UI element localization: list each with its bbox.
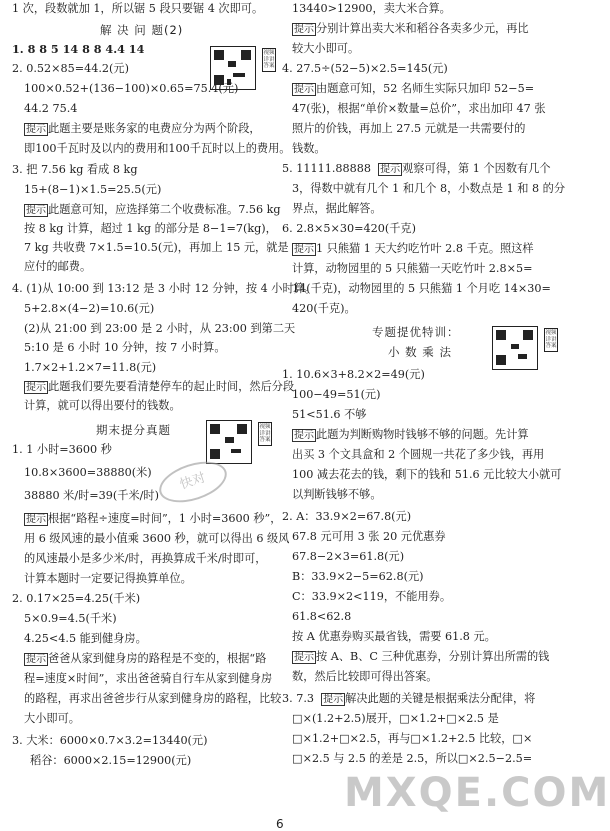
q3-line-b: 15+(8−1)×1.5=25.5(元) — [24, 183, 162, 196]
p2-tip-line1: 提示 爸爸从家到健身房的路程是不变的，根据“路 — [26, 652, 267, 665]
p1-line-b: 10.8×3600=38880(米) — [24, 466, 152, 479]
tip-label: 提示 — [26, 124, 46, 135]
q4-line-b: 5+2.8×(4−2)=10.6(元) — [24, 302, 155, 315]
q4-line-d: 5:10 是 6 小时 10 分钟，按 7 小时算。 — [24, 341, 226, 354]
q3-tip-line4: 应付的邮费。 — [24, 260, 92, 273]
r1-tip-line1: 提示 分别计算出卖大米和稻谷各卖多少元，再比 — [294, 22, 529, 35]
p2-line-b: 5×0.9=4.5(千米) — [24, 612, 117, 625]
q3-tip-line1: 提示 此题意可知，应选择第二个收费标准。7.56 kg — [26, 203, 281, 216]
r6-tip-line1: 提示 1 只熊猫 1 天大约吃竹叶 2.8 千克。照这样 — [294, 242, 534, 255]
stamp-watermark: 快对 — [154, 454, 232, 510]
r1-tip-line2: 较大小即可。 — [292, 42, 360, 55]
p2-tip-line4: 大小即可。 — [24, 712, 80, 725]
p2-tip-line2: 程=速度×时间”，求出爸爸骑自行车从家到健身房 — [24, 672, 273, 685]
s2-line-c: 67.8−2×3=61.8(元) — [292, 550, 405, 563]
q4-line-e: 1.7×2+1.2×7=11.8(元) — [24, 361, 157, 374]
p3-line-b: 稻谷：6000×2.15=12900(元) — [30, 754, 192, 767]
section-title-solve-problems: 解 决 问 题(2) — [100, 23, 184, 37]
s1-line-a: 1. 10.6×3+8.2×2=49(元) — [282, 368, 425, 381]
s2-line-a: 2. A：33.9×2=67.8(元) — [282, 510, 412, 523]
qr-code-icon[interactable] — [492, 326, 538, 370]
r6-tip-line4: 420(千克)。 — [292, 302, 356, 315]
q2-line-a: 2. 0.52×85=44.2(元) — [12, 62, 129, 75]
q3-tip-line3: 7 kg 共收费 7×1.5=10.5(元)，再加上 15 元，就是 — [24, 241, 289, 254]
r6-tip-line2: 计算，动物园里的 5 只熊猫一天吃竹叶 2.8×5= — [292, 262, 533, 275]
r1-line: 13440>12900，卖大米合算。 — [292, 2, 451, 15]
r4-tip-line4: 钱数。 — [292, 142, 326, 155]
q4-tip-line1: 提示 此题我们要先要看清楚停车的起止时间，然后分段 — [26, 380, 295, 393]
r4-line-a: 4. 27.5÷(52−5)×2.5=145(元) — [282, 62, 448, 75]
r5-tip-line2: 3，得数中就有几个 1 和几个 8，小数点是 1 和 8 的分 — [292, 182, 566, 195]
s3-line-d: □×2.5 与 2.5 的差是 2.5，所以□×2.5−2.5= — [292, 752, 533, 765]
p2-line-a: 2. 0.17×25=4.25(千米) — [12, 592, 141, 605]
page-number: 6 — [276, 817, 284, 831]
q1-answer: 1. 8 8 5 14 8 8 4.4 14 — [12, 42, 145, 56]
section-title-final-exam: 期末提分真题 — [96, 423, 171, 437]
p1-line-a: 1. 1 小时=3600 秒 — [12, 443, 112, 456]
q4-line-a: 4. (1)从 10:00 到 13:12 是 3 小时 12 分钟，按 4 小时算。 — [12, 282, 317, 295]
p1-tip-line3: 的风速最小是多少米/时，再换算成千米/时即可， — [24, 552, 267, 565]
qr-caption: 视频详讲答案 — [258, 422, 272, 446]
r6-tip-line3: 14(千克)，动物园里的 5 只熊猫 1 个月吃 14×30= — [292, 282, 551, 295]
s2-line-b: 67.8 元可用 3 张 20 元优惠券 — [292, 530, 446, 543]
s2-tip-line1: 提示 按 A、B、C 三种优惠券，分别计算出所需的钱 — [294, 650, 550, 663]
s1-tip-line4: 以判断钱够不够。 — [292, 488, 382, 501]
qr-code-icon[interactable] — [206, 420, 252, 464]
p1-tip-line4: 计算本题时一定要记得换算单位。 — [24, 572, 192, 585]
r5-line: 5. 11111.88888 提示 观察可得，第 1 个因数有几个 — [282, 162, 551, 175]
r4-tip-line1: 提示 由题意可知，52 名师生实际只加印 52−5= — [294, 82, 535, 95]
s3-line-c: □×1.2+□×2.5，再与□×1.2+2.5 比较，□× — [292, 732, 533, 745]
watermark-logo: MXQE.COM — [344, 770, 610, 816]
s1-tip-line3: 100 减去花去的钱，剩下的钱和 51.6 元比较大小就可 — [292, 468, 562, 481]
p2-line-c: 4.25<4.5 能到健身房。 — [24, 632, 147, 645]
qr-caption: 视频详讲答案 — [262, 48, 276, 72]
p3-line-a: 3. 大米：6000×0.7×3.2=13440(元) — [12, 734, 208, 747]
s1-tip-line2: 出买 3 个文具盒和 2 个圆规一共花了多少钱，再用 — [292, 448, 545, 461]
p1-tip-line1: 提示 根据“路程÷速度=时间”，1 小时=3600 秒”， — [26, 512, 282, 525]
s2-line-e: C：33.9×2<119，不能用券。 — [292, 590, 452, 603]
q4-line-c: (2)从 21:00 到 23:00 是 2 小时，从 23:00 到第二天 — [24, 322, 296, 335]
s2-tip-line2: 数，然后比较即可得出答案。 — [292, 670, 438, 683]
s2-line-f: 61.8<62.8 — [292, 610, 352, 623]
p1-tip-line2: 用 6 级风速的最小值乘 3600 秒，就可以得出 6 级风 — [24, 532, 290, 545]
s1-line-c: 51<51.6 不够 — [292, 408, 367, 421]
q4-tip-line2: 计算，就可以得出要付的钱数。 — [24, 399, 181, 412]
section-title-special-training: 专题提优特训： — [372, 325, 460, 339]
q2-tip-line2: 即100千瓦时及以内的费用和100千瓦时以上的费用。 — [24, 142, 291, 155]
r6-line-a: 6. 2.8×5×30=420(千克) — [282, 222, 416, 235]
section-title-decimal-mult: 小 数 乘 法 — [388, 345, 452, 359]
q3-line-a: 3. 把 7.56 kg 看成 8 kg — [12, 163, 138, 176]
s3-line-a: 3. 7.3 提示 解决此题的关键是根据乘法分配律，将 — [282, 692, 536, 705]
s2-line-d: B：33.9×2−5=62.8(元) — [292, 570, 424, 583]
q2-line-c: 44.2 75.4 — [24, 102, 78, 115]
p1-line-c: 38880 米/时=39(千米/时) — [24, 489, 159, 502]
s1-tip-line1: 提示 此题为判断购物时钱够不够的问题。先计算 — [294, 428, 529, 441]
r4-tip-line2: 47(张)，根据“单价×数量=总价”，求出加印 47 张 — [292, 102, 546, 115]
s2-line-g: 按 A 优惠券购买最省钱，需要 61.8 元。 — [292, 630, 496, 643]
p2-tip-line3: 的路程，再求出爸爸步行从家到健身房的路程，比较 — [24, 692, 282, 705]
r5-tip-line3: 界点，据此解答。 — [292, 202, 382, 215]
s3-line-b: □×(1.2+2.5)展开，□×1.2+□×2.5 是 — [292, 712, 499, 725]
q2-tip-line1: 提示 此题主要是账务家的电费应分为两个阶段， — [26, 122, 261, 135]
q3-tip-line2: 按 8 kg 计算，超过 1 kg 的部分是 8−1=7(kg)， — [24, 222, 277, 235]
r4-tip-line3: 照片的价钱，再加上 27.5 元就是一共需要付的 — [292, 122, 526, 135]
q2-line-b: 100×0.52+(136−100)×0.65=75.4(元) — [24, 82, 239, 95]
qr-caption: 视频详讲答案 — [544, 328, 558, 352]
intro-line: 1 次，段数就加 1，所以锯 5 段只要锯 4 次即可。 — [12, 2, 264, 15]
s1-line-b: 100−49=51(元) — [292, 388, 381, 401]
